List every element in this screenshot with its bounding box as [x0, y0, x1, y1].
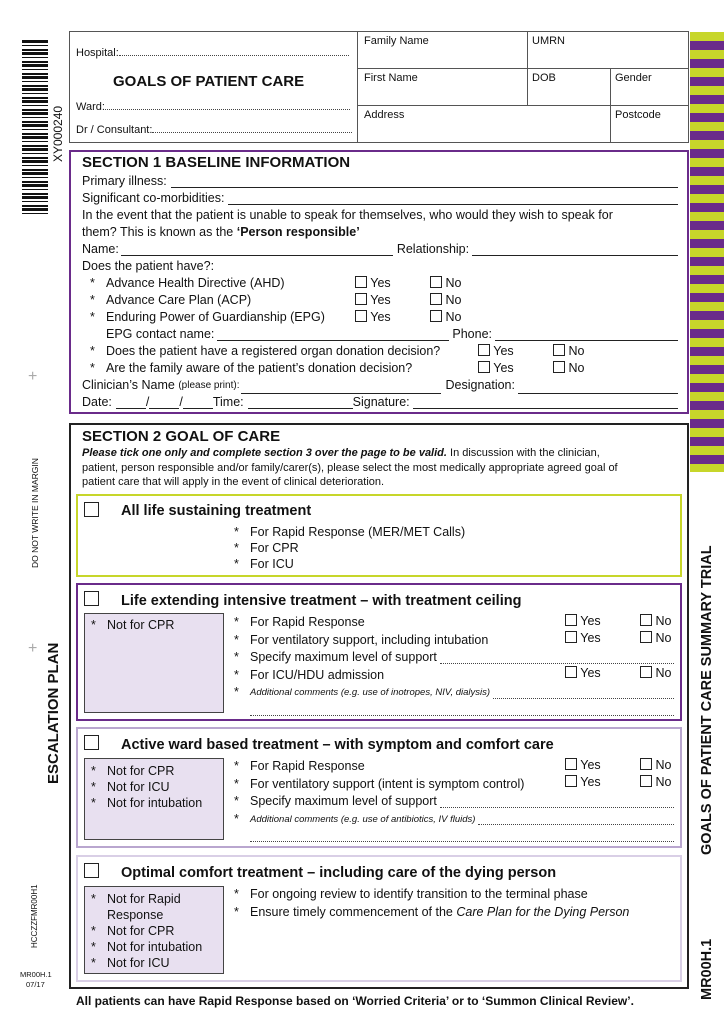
option3-list: * For Rapid Response * For ventilatory support (intent is symptom control) * Specify maximum level of support * Additional comments (e.g. use of antibiotics, IV fluids) — [234, 758, 674, 842]
ward-rapid-yes[interactable] — [565, 758, 601, 772]
checkbox[interactable] — [565, 631, 577, 643]
care-plan-name: Care Plan for the Dying Person — [456, 904, 630, 919]
yes-label: Yes — [493, 344, 514, 358]
ahd-yes[interactable] — [355, 276, 391, 290]
yes-label: Yes — [580, 758, 601, 772]
option3-title: Active ward based treatment – with symptom and comfort care — [121, 737, 554, 753]
no-label: No — [445, 293, 462, 307]
hospital-field[interactable] — [76, 47, 351, 59]
checkbox[interactable] — [640, 775, 652, 787]
comorbidities-field[interactable] — [82, 191, 678, 205]
barcode — [22, 40, 48, 216]
restriction-item: Not for ICU — [107, 956, 170, 970]
question-text: them? This is known as the — [82, 225, 234, 239]
checkbox[interactable] — [553, 361, 565, 373]
address-field[interactable]: Address — [364, 109, 405, 121]
no-label: No — [445, 276, 462, 290]
name-field[interactable] — [82, 242, 678, 256]
form-number: MR00H.1 — [20, 970, 52, 979]
epg-row: * Enduring Power of Guardianship (EPG) — [90, 310, 325, 324]
clinician-label: Clinician’s Name — [82, 378, 175, 392]
list-item: For Rapid Response — [250, 615, 365, 629]
list-item: For ICU/HDU admission — [250, 667, 385, 682]
checkbox[interactable] — [355, 276, 367, 288]
organ-donation-row: * Does the patient have a registered organ donation decision? — [90, 344, 441, 358]
option2-title: Life extending intensive treatment – with treatment ceiling — [121, 593, 522, 609]
section2-instructions — [82, 446, 682, 490]
yes-label: Yes — [580, 631, 601, 645]
list-item: For Rapid Response (MER/MET Calls) — [250, 525, 466, 539]
checkbox[interactable] — [565, 775, 577, 787]
no-label: No — [655, 758, 672, 772]
no-label: No — [655, 614, 672, 628]
date-time-signature-field[interactable]: Date: / / Time: Signature: — [82, 395, 678, 409]
ward-rapid-no[interactable] — [640, 758, 671, 772]
yes-label: Yes — [580, 775, 601, 789]
time-label: Time: — [212, 395, 244, 409]
ward-vent-yes[interactable] — [565, 775, 601, 789]
umrn-field[interactable]: UMRN — [532, 35, 565, 47]
checkbox[interactable] — [640, 631, 652, 643]
checkbox[interactable] — [478, 361, 490, 373]
list-item: For CPR — [250, 541, 299, 555]
comment-prompt: Additional comments (e.g. use of inotropes, NIV, dialysis) — [250, 687, 491, 698]
section2-title: SECTION 2 GOAL OF CARE — [82, 428, 281, 445]
acp-label: Advance Care Plan (ACP) — [106, 293, 252, 307]
comorbidities-label: Significant co-morbidities: — [82, 191, 225, 205]
checkbox[interactable] — [565, 758, 577, 770]
list-item: For ventilatory support, including intubation — [250, 632, 489, 647]
yes-label: Yes — [370, 276, 391, 290]
option1-checkbox[interactable] — [84, 502, 99, 517]
family-no[interactable] — [553, 361, 584, 375]
acp-yes[interactable] — [355, 293, 391, 307]
restriction-item: Not for CPR — [107, 924, 175, 938]
footer-note: All patients can have Rapid Response based on ‘Worried Criteria’ or to ‘Summon Clinical Review’. — [76, 994, 634, 1008]
primary-illness-label: Primary illness: — [82, 174, 167, 188]
option4-restrictions: * Not for Rapid Response * Not for CPR * Not for intubation * Not for ICU — [84, 886, 224, 974]
instruction-line: patient, person responsible and/or family/carer(s), please select the most medically appropriate agreed goal of — [82, 461, 618, 474]
checkbox[interactable] — [565, 666, 577, 678]
family-yes[interactable] — [478, 361, 514, 375]
acp-no[interactable] — [430, 293, 461, 307]
restriction-item: Not for CPR — [107, 764, 175, 778]
phone-label: Phone: — [452, 327, 493, 341]
option3-checkbox[interactable] — [84, 735, 99, 750]
person-responsible-question-2 — [82, 225, 360, 239]
escalation-plan-label: ESCALATION PLAN — [45, 642, 62, 784]
yes-label: Yes — [580, 666, 601, 680]
restriction-item: Not for intubation — [107, 940, 203, 954]
divider — [527, 31, 528, 105]
person-responsible-term: ‘Person responsible’ — [236, 225, 360, 239]
restriction-item: Not for Rapid — [107, 892, 181, 906]
option4-list: * For ongoing review to identify transition to the terminal phase * Ensure timely commencement of the Care Plan for the Dying Person — [234, 887, 630, 919]
option2-restrictions: * Not for CPR — [84, 613, 224, 713]
crosshair-mark: + — [28, 640, 38, 657]
postcode-field[interactable]: Postcode — [615, 109, 661, 121]
signature-label: Signature: — [352, 395, 410, 409]
dob-field[interactable]: DOB — [532, 72, 556, 84]
yes-label: Yes — [493, 361, 514, 375]
option4-checkbox[interactable] — [84, 863, 99, 878]
no-label: No — [568, 344, 585, 358]
ahd-label: Advance Health Directive (AHD) — [106, 276, 285, 290]
ward-vent-no[interactable] — [640, 775, 671, 789]
restriction-item: Response — [107, 908, 164, 922]
option1-title: All life sustaining treatment — [121, 503, 312, 519]
list-item: For ongoing review to identify transition to the terminal phase — [250, 887, 588, 901]
does-patient-have: Does the patient have?: — [82, 259, 215, 273]
ward-label: Ward: — [76, 101, 105, 113]
checkbox[interactable] — [478, 344, 490, 356]
instruction-text: In discussion with the clinician, — [446, 447, 600, 459]
do-not-write-note: DO NOT WRITE IN MARGIN — [30, 458, 40, 568]
organ-question: Does the patient have a registered organ donation decision? — [106, 344, 441, 358]
consultant-label: Dr / Consultant: — [76, 124, 153, 136]
crosshair-mark: + — [28, 368, 38, 385]
primary-illness-field[interactable] — [82, 174, 678, 188]
acp-row: * Advance Care Plan (ACP) — [90, 293, 252, 307]
date-label: Date: — [82, 395, 112, 409]
checkbox[interactable] — [430, 293, 442, 305]
list-item: Ensure timely commencement of the — [250, 904, 457, 919]
list-item: Specify maximum level of support — [250, 794, 437, 808]
icu-yes[interactable] — [565, 666, 601, 680]
ward-field[interactable] — [76, 101, 350, 113]
checkbox[interactable] — [355, 293, 367, 305]
ahd-row: * Advance Health Directive (AHD) — [90, 276, 285, 290]
option4-title: Optimal comfort treatment – including care of the dying person — [121, 865, 557, 881]
family-question: Are the family aware of the patient’s donation decision? — [106, 361, 413, 375]
instruction-line: patient care that will apply in the event of clinical deterioration. — [82, 476, 385, 488]
no-label: No — [568, 361, 585, 375]
option3-restrictions: * Not for CPR * Not for ICU * Not for intubation — [84, 758, 224, 840]
checkbox[interactable] — [430, 276, 442, 288]
restriction-item: Not for ICU — [107, 780, 170, 794]
family-aware-row: * Are the family aware of the patient’s donation decision? — [90, 361, 413, 375]
ventilatory-no[interactable] — [640, 631, 671, 645]
name-label: Name: — [82, 242, 119, 256]
divider — [357, 105, 689, 106]
organ-yes[interactable] — [478, 344, 514, 358]
epg-contact-field[interactable] — [106, 327, 678, 341]
checkbox[interactable] — [640, 614, 652, 626]
list-item: For Rapid Response — [250, 759, 365, 773]
person-responsible-question: In the event that the patient is unable to speak for themselves, who would they wish to speak for — [82, 208, 613, 222]
epg-yes[interactable] — [355, 310, 391, 324]
yes-label: Yes — [580, 614, 601, 628]
organ-no[interactable] — [553, 344, 584, 358]
divider — [357, 31, 358, 143]
ventilatory-yes[interactable] — [565, 631, 601, 645]
form-code: HCCZZFMR00H1 — [30, 884, 39, 948]
barcode-id: XY000240 — [51, 105, 65, 162]
instruction-bold: Please tick one only and complete section 3 over the page to be valid. — [82, 447, 447, 459]
epg-contact-label: EPG contact name: — [106, 327, 215, 341]
epg-no[interactable] — [430, 310, 461, 324]
right-code: MR00H.1 — [699, 938, 715, 1000]
designation-label: Designation: — [445, 378, 515, 392]
checkbox[interactable] — [355, 310, 367, 322]
divider — [357, 68, 689, 69]
no-label: No — [655, 631, 672, 645]
section1-title: SECTION 1 BASELINE INFORMATION — [82, 154, 351, 171]
checkbox[interactable] — [430, 310, 442, 322]
option1-list: * For Rapid Response (MER/MET Calls) * For CPR * For ICU — [234, 525, 466, 571]
no-label: No — [655, 775, 672, 789]
list-item: Specify maximum level of support — [250, 650, 437, 664]
checkbox[interactable] — [640, 758, 652, 770]
rapid-response-yes[interactable] — [565, 614, 601, 628]
yes-label: Yes — [370, 293, 391, 307]
consultant-field[interactable] — [76, 124, 352, 136]
restriction-item: Not for CPR — [107, 618, 175, 632]
list-item: For ventilatory support (intent is symptom control) — [250, 776, 525, 791]
form-title: GOALS OF PATIENT CARE — [113, 73, 305, 90]
form-date: 07/17 — [26, 980, 45, 989]
comment-prompt: Additional comments (e.g. use of antibiotics, IV fluids) — [250, 813, 476, 825]
relationship-label: Relationship: — [396, 242, 470, 256]
clinician-field[interactable] — [82, 378, 678, 394]
option2-checkbox[interactable] — [84, 591, 99, 606]
please-print-label: (please print): — [178, 380, 240, 391]
hospital-label: Hospital: — [76, 47, 119, 59]
first-name-field[interactable]: First Name — [364, 72, 418, 84]
checkbox[interactable] — [553, 344, 565, 356]
no-label: No — [445, 310, 462, 324]
icu-no[interactable] — [640, 666, 671, 680]
checkbox[interactable] — [640, 666, 652, 678]
epg-label: Enduring Power of Guardianship (EPG) — [106, 310, 325, 324]
rapid-response-no[interactable] — [640, 614, 671, 628]
no-label: No — [655, 666, 672, 680]
yes-label: Yes — [370, 310, 391, 324]
checkbox[interactable] — [565, 614, 577, 626]
divider — [610, 68, 611, 143]
ahd-no[interactable] — [430, 276, 461, 290]
family-name-field[interactable]: Family Name — [364, 35, 429, 47]
restriction-item: Not for intubation — [107, 796, 203, 810]
right-title: GOALS OF PATIENT CARE SUMMARY TRIAL — [699, 545, 715, 855]
list-item: For ICU — [250, 557, 294, 571]
right-stripe — [690, 32, 724, 472]
gender-field[interactable]: Gender — [615, 72, 652, 84]
option2-list: * For Rapid Response * For ventilatory support, including intubation * Specify maximum level of support * For ICU/HDU admission * Additional comments (e.g. use of inotropes, NIV, dialysis) — [234, 614, 674, 716]
